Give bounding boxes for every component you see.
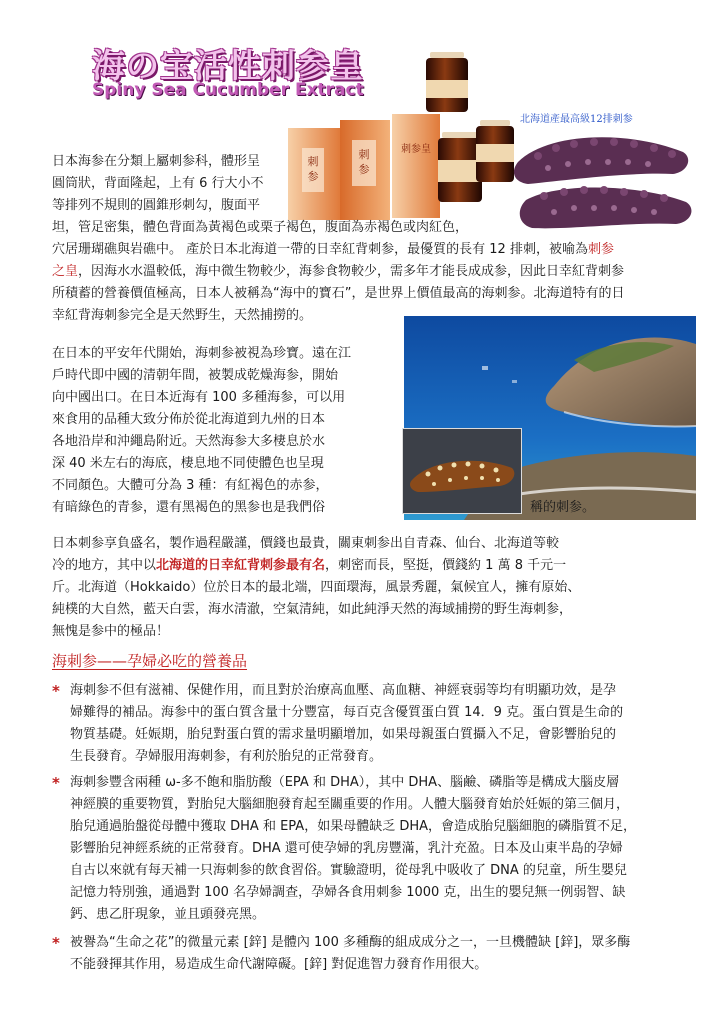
highlight-text: 之皇 [52, 264, 79, 279]
text-line: 日本刺参享負盛名，製作過程嚴謹，價錢也最貴，關東刺参出自青森、仙台、北海道等較 [52, 536, 560, 551]
history-paragraph-tail: 稱的刺参。 [530, 500, 596, 515]
text-line: 婦難得的補品。海参中的蛋白質含量十分豐富，每百克含優質蛋白質 14．9 克。蛋白質是生命的 [70, 705, 624, 720]
text-line: 不同顏色。大體可分為 3 種：有紅褐色的赤参， [52, 478, 329, 493]
box-label-1: 刺 [307, 155, 319, 168]
text-line: 被譽為“生命之花”的微量元素 [鋅] 是體內 100 多種酶的組成成分之一，一旦機體缺 [鋅]，眾多酶 [70, 935, 631, 950]
svg-text:刺: 刺 [358, 148, 370, 161]
text-line: 海刺参不但有滋補、保健作用，而且對於治療高血壓、高血糖、神經衰弱等均有明顯功效，是孕 [70, 683, 617, 698]
svg-text:参: 参 [358, 163, 370, 176]
sea-cucumber-inset-photo [402, 428, 522, 514]
text-line: 各地沿岸和沖繩島附近。天然海参大多棲息於水 [52, 434, 326, 449]
box-label-front: 刺参皇 [401, 144, 431, 155]
text-line: 穴居珊瑚礁與岩礁中。 產於日本北海道一帶的日幸紅背刺参，最優質的長有 12 排刺，被喻為刺参 [52, 242, 614, 257]
text-line: 冷的地方，其中以北海道的日幸紅背刺参最有名，刺密而長，堅挺，價錢約 1 萬 8 千元一 [52, 558, 567, 573]
text-line: 胎兒通過胎盤從母體中獲取 DHA 和 EPA，如果母體缺乏 DHA，會造成胎兒腦細胞的磷脂質不足， [70, 819, 637, 834]
text-line: 鈣、患乙肝現象，並且頭發亮黑。 [70, 907, 266, 922]
bullet-item [52, 680, 692, 768]
text-line: 不能發揮其作用，易造成生命代謝障礙。[鋅] 對促進智力發育作用很大。 [70, 957, 488, 972]
text-line: 向中國出口。在日本近海有 100 多種海参，可以用 [52, 390, 346, 405]
text-line: 深 40 米左右的海底，棲息地不同使體色也呈現 [52, 456, 324, 471]
text-line: 等排列不規則的圓錐形刺勾，腹面平 [52, 198, 261, 213]
text-line: 神經膜的重要物質，對胎兒大腦細胞發育起至關重要的作用。人體大腦發育始於妊娠的第三個月， [70, 797, 630, 812]
bullet-star-icon: * [52, 682, 60, 700]
text-line: 生長發育。孕婦服用海刺参，有利於胎兒的正常發育。 [70, 749, 383, 764]
text-line: 來食用的品種大致分佈於從北海道到九州的日本 [52, 412, 326, 427]
page-subtitle: Spiny Sea Cucumber Extract [92, 80, 364, 100]
history-paragraph [52, 343, 402, 519]
highlight-text: 北海道的日幸紅背刺参最有名 [156, 558, 326, 573]
text-line: 日本海参在分類上屬刺参科，體形呈 [52, 154, 261, 169]
quality-paragraph [52, 533, 692, 643]
sea-cucumber-caption: 北海道產最高級12排刺参 [520, 114, 633, 125]
bullet-item [52, 772, 692, 926]
text-line: 圓筒狀，背面隆起，上有 6 行大小不 [52, 176, 264, 191]
bullet-star-icon: * [52, 774, 60, 792]
highlight-text: 刺参 [587, 242, 614, 257]
text-line: 海刺参豐含兩種 ω-多不飽和脂肪酸（EPA 和 DHA），其中 DHA、腦鹼、磷脂等是構成大腦皮層 [70, 775, 620, 790]
page-title: 海の宝活性刺参皇 [92, 46, 364, 85]
text-line: 無愧是参中的極品！ [52, 624, 170, 639]
text-line: 坦，管足密集，體色背面為黃褐色或栗子褐色，腹面為赤褐色或肉紅色， [52, 220, 469, 235]
text-line: 斤。北海道（Hokkaido）位於日本的最北端，四面環海，風景秀麗，氣候宜人，擁有原始、 [52, 580, 581, 595]
text-line: 純樸的大自然，藍天白雲，海水清澈，空氣清純，如此純淨天然的海域捕撈的野生海刺参， [52, 602, 573, 617]
text-line: 物質基礎。妊娠期，胎兒對蛋白質的需求量明顯增加，如果母親蛋白質攝入不足，會影響胎兒的 [70, 727, 617, 742]
text-line: 在日本的平安年代開始，海刺参被視為珍寶。遠在江 [52, 346, 352, 361]
text-line: 所積蓄的營養價值極高，日本人被稱為“海中的寶石”，是世界上價值最高的海刺参。北海道特有的日 [52, 286, 625, 301]
text-line: 有暗綠色的青参，還有黑褐色的黑参也是我們俗 [52, 500, 326, 515]
text-line: 影響胎兒神經系統的正常發育。DHA 還可使孕婦的乳房豐滿，乳汁充盈。日本及山東半島的孕婦 [70, 841, 623, 856]
text-line: 幸紅背海刺参完全是天然野生，天然捕撈的。 [52, 308, 313, 323]
text-line: 之皇，因海水水溫較低，海中微生物較少，海参食物較少，需多年才能長成成参，因此日幸紅背刺参 [52, 264, 625, 279]
bullet-item [52, 932, 692, 976]
section-heading: 海刺参——孕婦必吃的營養品 [52, 652, 248, 670]
text-line: 記憶力特別強，通過對 100 名孕婦調查，孕婦各食用刺参 1000 克，出生的嬰兒無一例弱智、缺 [70, 885, 626, 900]
text-line: 戶時代即中國的清朝年間，被製成乾燥海参，開始 [52, 368, 339, 383]
highlight-text: 生命之花 [115, 935, 168, 950]
svg-text:参: 参 [307, 170, 319, 183]
bullet-star-icon: * [52, 934, 60, 952]
text-line: 自古以來就有每天補一只海刺参的飲食習俗。實驗證明，從母乳中吸收了 DNA 的兒童，所生嬰兒 [70, 863, 627, 878]
intro-paragraph [52, 151, 692, 327]
